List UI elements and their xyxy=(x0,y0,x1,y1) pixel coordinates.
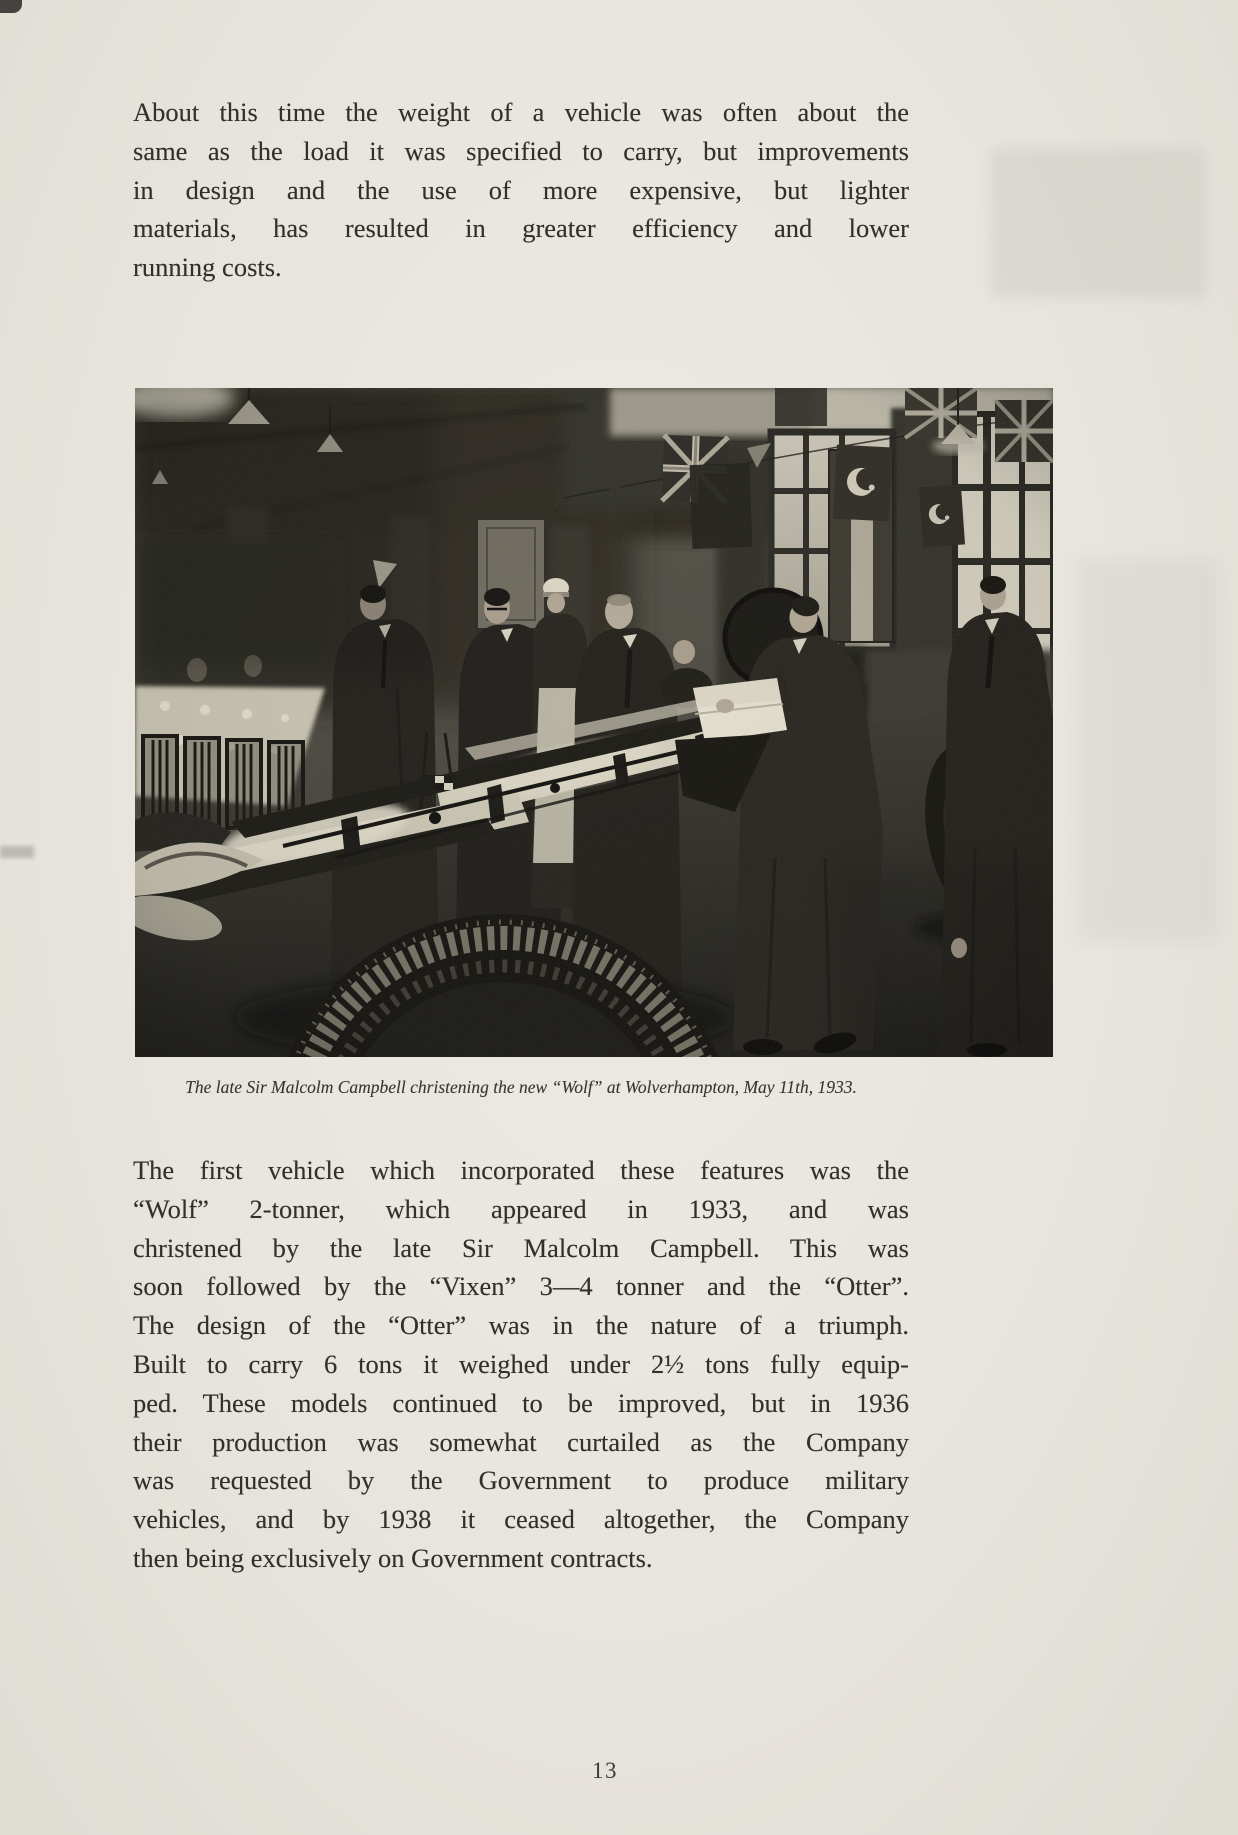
text-line: then being exclusively on Government contracts. xyxy=(133,1542,653,1573)
text-line: soon followed by the “Vixen” 3—4 tonner and the “Otter”. xyxy=(133,1271,909,1302)
text-line: vehicles, and by 1938 it ceased altogether, the Company xyxy=(133,1504,909,1535)
text-line: their production was somewhat curtailed as the Company xyxy=(133,1426,909,1457)
scan-artifact xyxy=(1078,560,1218,940)
text-line: “Wolf” 2-tonner, which appeared in 1933, and was xyxy=(133,1193,909,1224)
text-line: Built to carry 6 tons it weighed under 2½ tons fully equip- xyxy=(133,1348,909,1379)
paragraph-bottom xyxy=(133,1151,909,1578)
text-line: About this time the weight of a vehicle was often about the xyxy=(133,97,909,127)
text-line: christened by the late Sir Malcolm Campbell. This was xyxy=(133,1232,909,1263)
photo-tone-overlays xyxy=(135,388,1053,1057)
text-line: ped. These models continued to be improved, but in 1936 xyxy=(133,1387,909,1418)
text-line: running costs. xyxy=(133,252,282,283)
paragraph-top xyxy=(133,93,909,287)
text-line: same as the load it was specified to carry, but improvements xyxy=(133,135,909,166)
text-line: The first vehicle which incorporated these features was the xyxy=(133,1155,909,1185)
text-line: The design of the “Otter” was in the nature of a triumph. xyxy=(133,1310,909,1341)
page-number: 13 xyxy=(592,1758,618,1783)
photo-malcolm-campbell-christening xyxy=(135,388,1053,1057)
text-line: materials, has resulted in greater efficiency and lower xyxy=(133,213,909,244)
scan-artifact xyxy=(0,846,34,858)
photo-illustration xyxy=(135,388,1053,1057)
scan-artifact xyxy=(990,148,1205,298)
photo-caption: The late Sir Malcolm Campbell christening the new “Wolf” at Wolverhampton, May 11th, 1933. xyxy=(185,1077,857,1097)
text-line: was requested by the Government to produce military xyxy=(133,1465,909,1496)
scan-artifact xyxy=(0,0,22,13)
text-line: in design and the use of more expensive, but lighter xyxy=(133,174,909,205)
